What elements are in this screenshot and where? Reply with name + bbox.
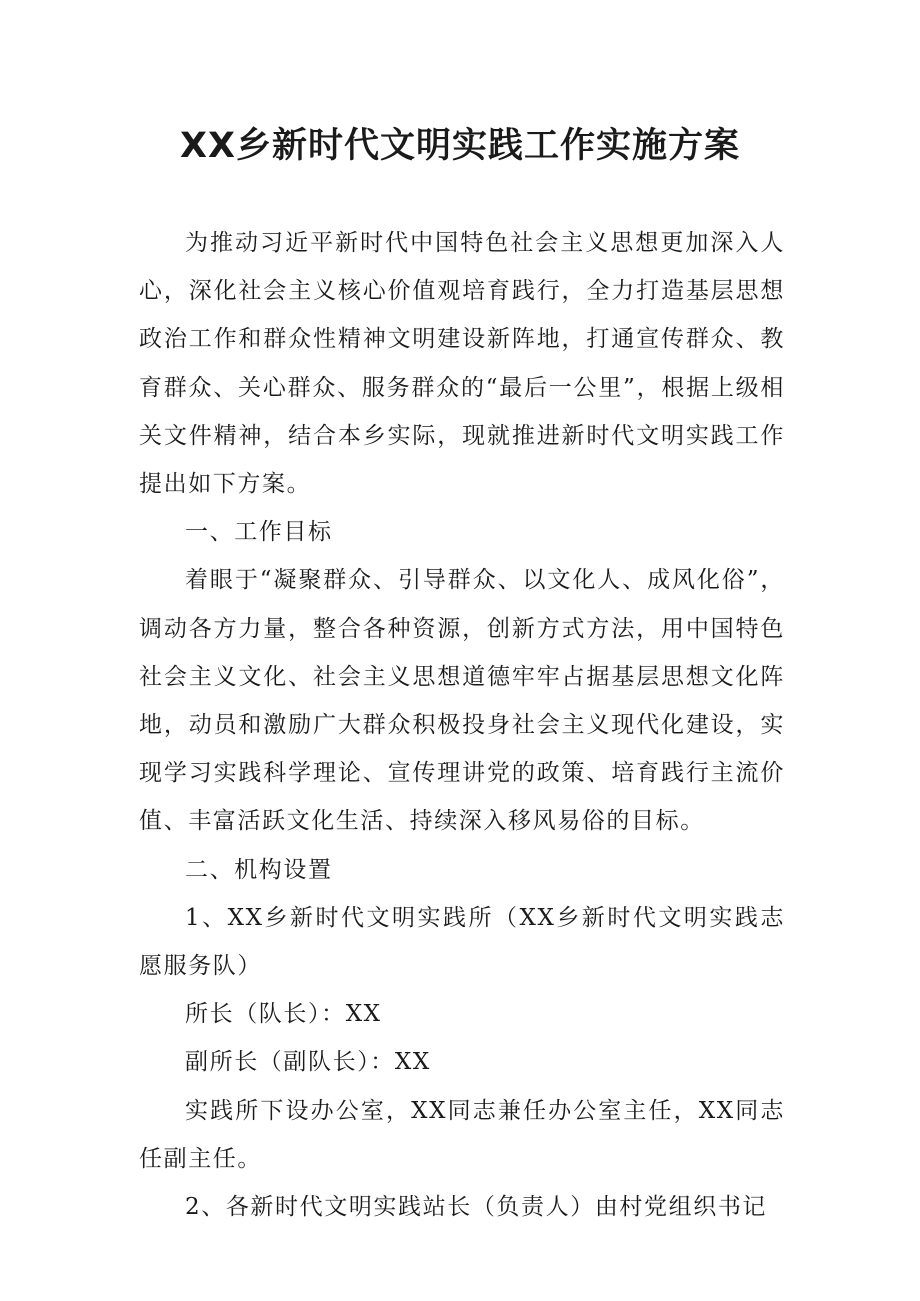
organization-item-1: 1、XX乡新时代文明实践所（XX乡新时代文明实践志愿服务队） [139, 904, 785, 980]
section-heading-organization: 二、机构设置 [185, 856, 333, 883]
office-paragraph: 实践所下设办公室，XX同志兼任办公室主任，XX同志任副主任。 [139, 1097, 785, 1172]
organization-item-2: 2、各新时代文明实践站长（负责人）由村党组织书记 [185, 1194, 768, 1221]
deputy-director-line: 副所长（副队长）：XX [185, 1049, 431, 1076]
section-heading-goals: 一、工作目标 [185, 519, 333, 546]
document-title: XX乡新时代文明实践工作实施方案 [180, 126, 740, 166]
director-line: 所长（队长）：XX [185, 1001, 382, 1028]
document-body [139, 219, 785, 1231]
intro-paragraph: 为推动习近平新时代中国特色社会主义思想更加深入人心，深化社会主义核心价值观培育践行，全力打造基层思想政治工作和群众性精神文明建设新阵地，打通宣传群众、教育群众、关心群众、服务群众的“最后一公里”，根据上级相关文件精神，结合本乡实际，现就推进新时代文明实践工作提出如下方案。 [139, 230, 785, 498]
goals-paragraph: 着眼于“凝聚群众、引导群众、以文化人、成风化俗”，调动各方力量，整合各种资源，创新方式方法，用中国特色社会主义文化、社会主义思想道德牢牢占据基层思想文化阵地，动员和激励广大群众积极投身社会主义现代化建设，实现学习实践科学理论、宣传理讲党的政策、培育践行主流价值、丰富活跃文化生活、持续深入移风易俗的目标。 [139, 567, 785, 835]
